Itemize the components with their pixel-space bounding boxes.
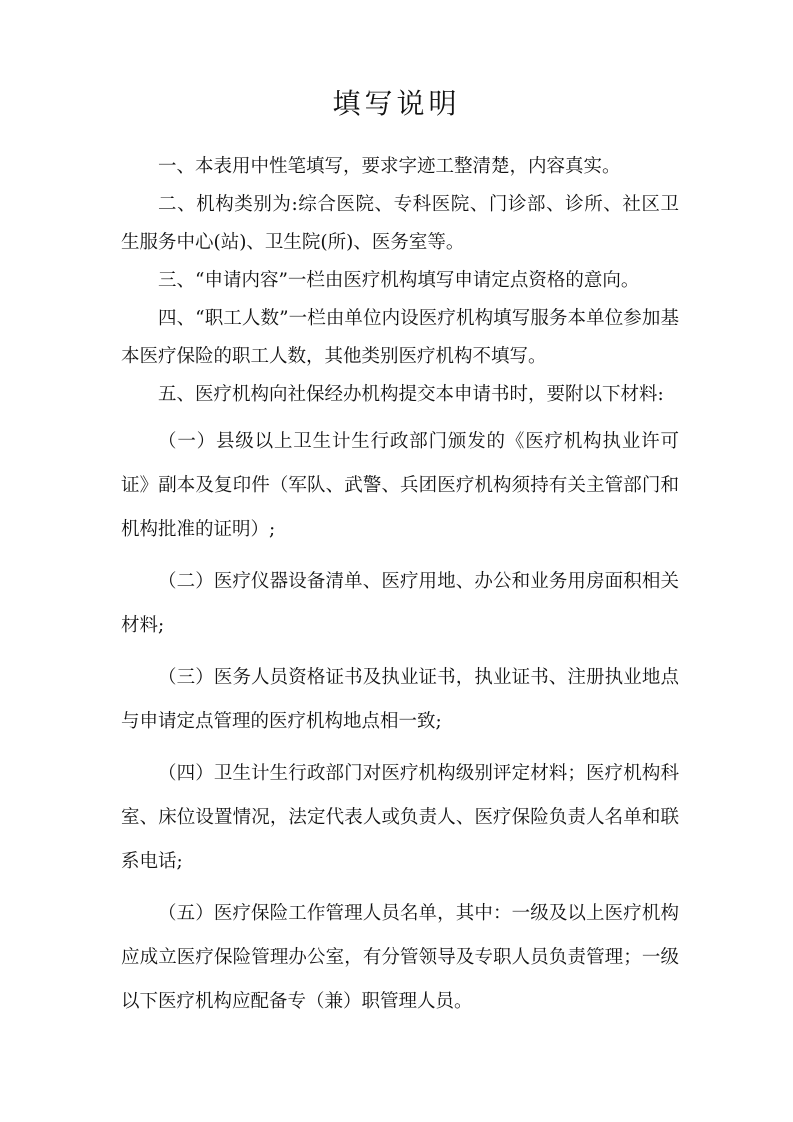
instruction-item-4: 四、“职工人数”一栏由单位内设医疗机构填写服务本单位参加基本医疗保险的职工人数，其他类别医疗机构不填写。 <box>121 308 679 367</box>
instruction-item-3: 三、“申请内容”一栏由医疗机构填写申请定点资格的意向。 <box>158 270 640 291</box>
instruction-item-2: 二、机构类别为:综合医院、专科医院、门诊部、诊所、社区卫生服务中心(站)、卫生院(所)、医务室等。 <box>121 194 679 253</box>
instruction-item-5: 五、医疗机构向社保经办机构提交本申请书时，要附以下材料: <box>158 384 664 405</box>
instruction-item-1: 一、本表用中性笔填写，要求字迹工整清楚，内容真实。 <box>158 156 621 177</box>
material-item-2: （二）医疗仪器设备清单、医疗用地、办公和业务用房面积相关材料; <box>121 571 679 636</box>
page-title: 填写说明 <box>332 87 461 120</box>
instructions-body <box>121 148 679 1024</box>
material-item-4: （四）卫生计生行政部门对医疗机构级别评定材料；医疗机构科室、床位设置情况，法定代表人或负责人、医疗保险负责人名单和联系电话; <box>121 763 679 872</box>
material-item-3: （三）医务人员资格证书及执业证书，执业证书、注册执业地点与申请定点管理的医疗机构地点相一致; <box>121 667 679 732</box>
material-item-1: （一）县级以上卫生计生行政部门颁发的《医疗机构执业许可证》副本及复印件（军队、武警、兵团医疗机构须持有关主管部门和机构批准的证明）; <box>121 431 679 540</box>
material-item-5: （五）医疗保险工作管理人员名单，其中：一级及以上医疗机构应成立医疗保险管理办公室，有分管领导及专职人员负责管理；一级以下医疗机构应配备专（兼）职管理人员。 <box>121 903 679 1012</box>
